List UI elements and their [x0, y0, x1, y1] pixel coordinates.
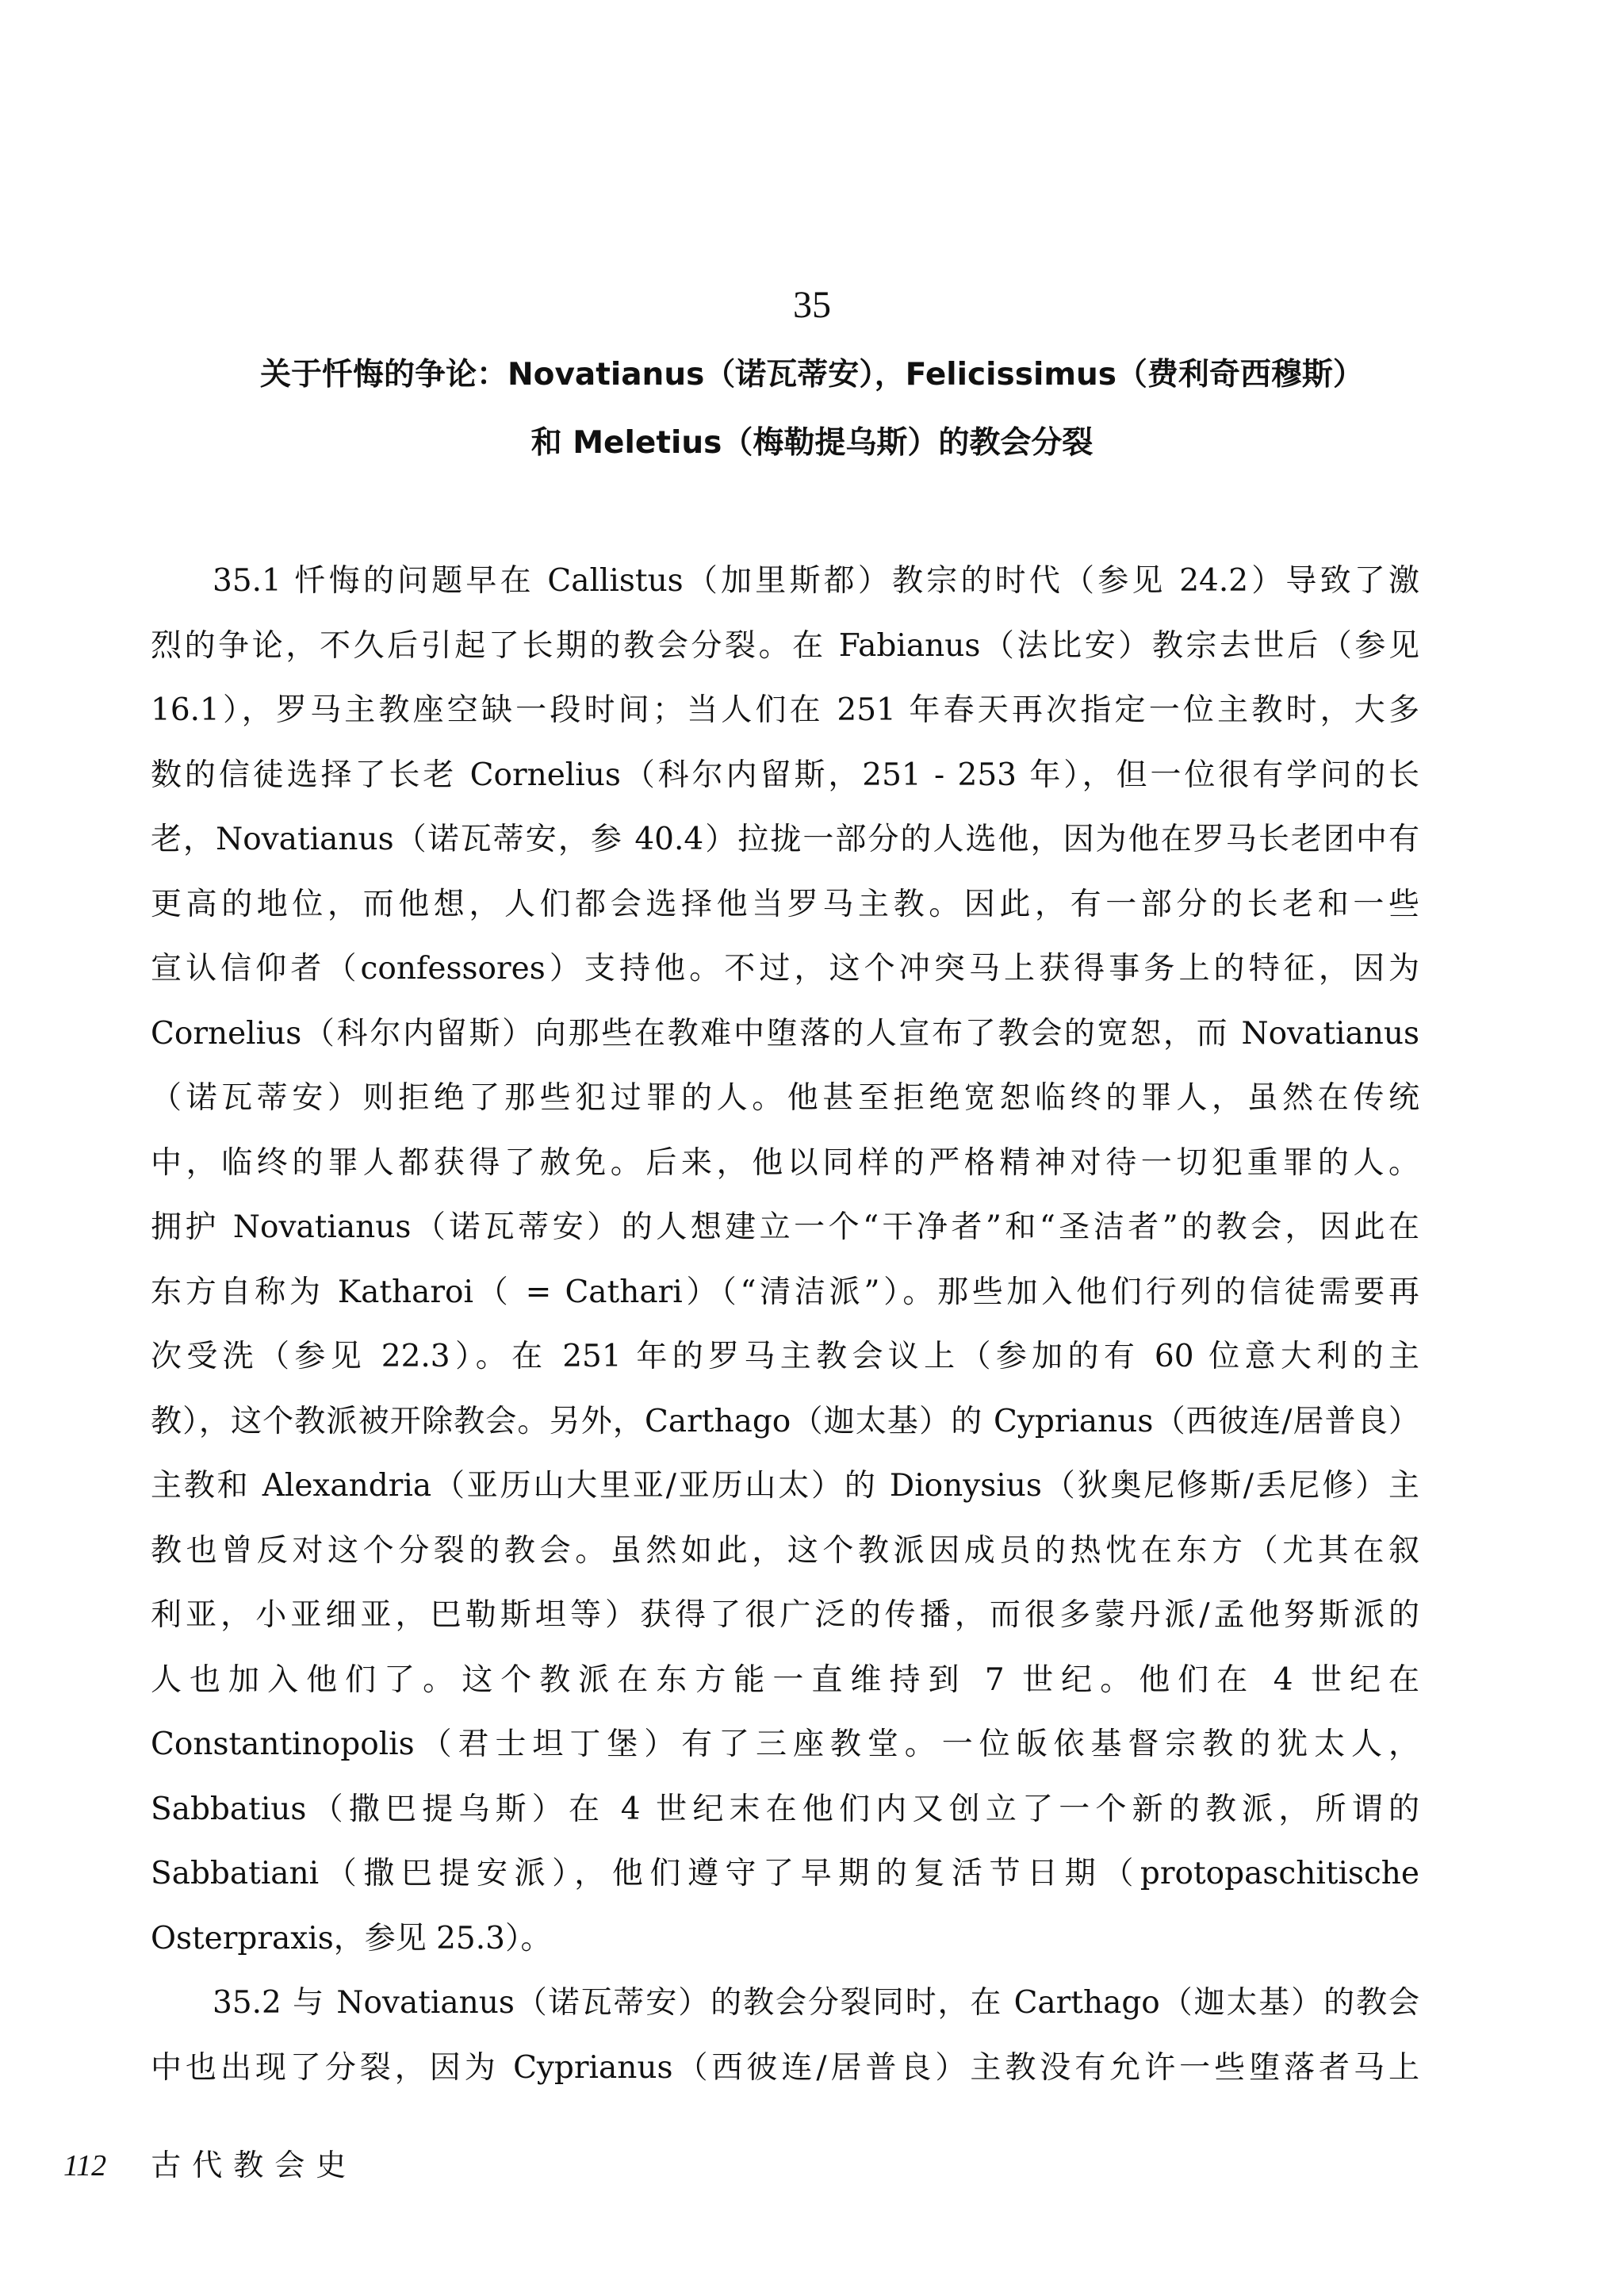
paragraph-line: Sabbatiani（撒巴提安派），他们遵守了早期的复活节日期（protopaschitische [151, 1856, 1419, 1891]
paragraph-line: 宣认信仰者（confessores）支持他。不过，这个冲突马上获得事务上的特征，因为 [151, 951, 1419, 987]
paragraph-line: 35.2 与 Novatianus（诺瓦蒂安）的教会分裂同时，在 Carthago（迦太基）的教会 [213, 1985, 1419, 2021]
chapter-title [0, 341, 1624, 477]
paragraph-line: 人也加入他们了。这个教派在东方能一直维持到 7 世纪。他们在 4 世纪在 [151, 1661, 1419, 1698]
paragraph-line: Cornelius（科尔内留斯）向那些在教难中堕落的人宣布了教会的宽恕，而 Novatianus [151, 1015, 1419, 1052]
paragraph-line: 拥护 Novatianus（诺瓦蒂安）的人想建立一个“干净者”和“圣洁者”的教会，因此在 [151, 1209, 1419, 1245]
paragraph-line: 烈的争论，不久后引起了长期的教会分裂。在 Fabianus（法比安）教宗去世后（参见 [151, 627, 1419, 664]
paragraph-line: 老，Novatianus（诺瓦蒂安，参 40.4）拉拢一部分的人选他，因为他在罗马长老团中有 [151, 822, 1419, 857]
paragraph-line: 数的信徒选择了长老 Cornelius（科尔内留斯，251 - 253 年），但一位很有学问的长 [151, 757, 1419, 793]
paragraph-line: 更高的地位，而他想，人们都会选择他当罗马主教。因此，有一部分的长老和一些 [151, 886, 1419, 922]
paragraph-line: 东方自称为 Katharoi（ = Cathari）（“清洁派”）。那些加入他们行列的信徒需要再 [151, 1274, 1419, 1310]
paragraph-line: 利亚，小亚细亚，巴勒斯坦等）获得了很广泛的传播，而很多蒙丹派/孟他努斯派的 [151, 1597, 1419, 1633]
paragraph-line: Osterpraxis，参见 25.3）。 [151, 1920, 552, 1956]
body-text [151, 549, 1419, 2100]
page-footer [63, 2145, 357, 2186]
page-number: 112 [63, 2149, 107, 2182]
paragraph-line: 次受洗（参见 22.3）。在 251 年的罗马主教会议上（参加的有 60 位意大利的主 [151, 1339, 1419, 1374]
paragraph-line: Sabbatius（撒巴提乌斯）在 4 世纪末在他们内又创立了一个新的教派，所谓的 [151, 1791, 1419, 1827]
paragraph-line: 教），这个教派被开除教会。另外，Carthago（迦太基）的 Cyprianus（西彼连/居普良） [151, 1403, 1419, 1439]
paragraph-line: 教也曾反对这个分裂的教会。虽然如此，这个教派因成员的热忱在东方（尤其在叙 [151, 1532, 1419, 1569]
book-title: 古代教会史 [151, 2148, 358, 2182]
paragraph-line: 中，临终的罪人都获得了赦免。后来，他以同样的严格精神对待一切犯重罪的人。 [151, 1144, 1419, 1181]
paragraph-line: 35.1 忏悔的问题早在 Callistus（加里斯都）教宗的时代（参见 24.2）导致了激 [213, 563, 1419, 599]
paragraph-line: （诺瓦蒂安）则拒绝了那些犯过罪的人。他甚至拒绝宽恕临终的罪人，虽然在传统 [151, 1080, 1419, 1116]
paragraph-line: Constantinopolis（君士坦丁堡）有了三座教堂。一位皈依基督宗教的犹太人， [151, 1726, 1419, 1762]
chapter-number: 35 [793, 284, 831, 326]
paragraph-line: 中也出现了分裂，因为 Cyprianus（西彼连/居普良）主教没有允许一些堕落者马上 [151, 2049, 1419, 2086]
chapter-title-line: 和 Meletius（梅勒提乌斯）的教会分裂 [530, 425, 1094, 461]
paragraph-line: 16.1），罗马主教座空缺一段时间；当人们在 251 年春天再次指定一位主教时，大多 [151, 692, 1419, 728]
paragraph-line: 主教和 Alexandria（亚历山大里亚/亚历山太）的 Dionysius（狄奥尼修斯/丢尼修）主 [151, 1468, 1419, 1504]
chapter-title-line: 关于忏悔的争论：Novatianus（诺瓦蒂安），Felicissimus（费利奇西穆斯） [260, 357, 1364, 393]
